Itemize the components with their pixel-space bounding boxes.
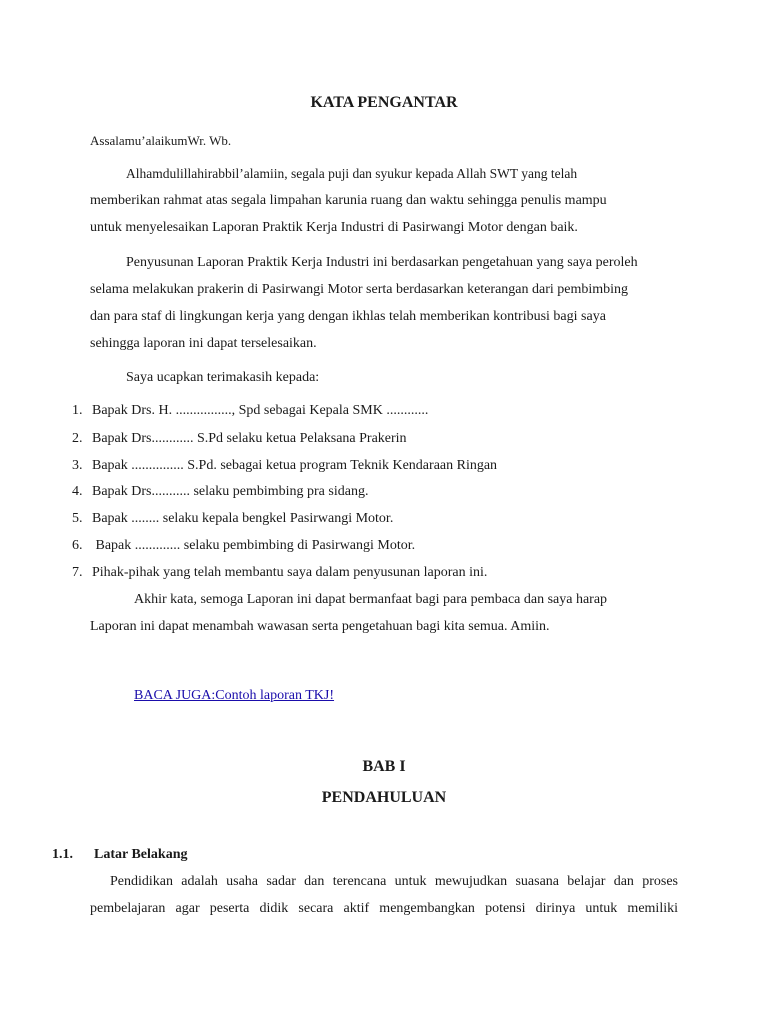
thanks-intro: Saya ucapkan terimakasih kepada: xyxy=(126,370,320,385)
para1-line2: memberikan rahmat atas segala limpahan karunia ruang dan waktu sehingga penulis mampu xyxy=(90,193,607,208)
list-item xyxy=(72,403,429,419)
list-text: Bapak ........ selaku kepala bengkel Pasirwangi Motor. xyxy=(92,511,394,526)
section-number: 1.1. xyxy=(52,847,73,862)
closing-line2: Laporan ini dapat menambah wawasan serta pengetahuan bagi kita semua. Amiin. xyxy=(90,619,550,634)
list-item xyxy=(72,565,488,581)
list-item xyxy=(72,431,407,447)
list-item xyxy=(72,484,369,500)
list-number: 3. xyxy=(72,458,83,473)
greeting: Assalamu’alaikumWr. Wb. xyxy=(90,133,232,148)
list-number: 6. xyxy=(72,538,83,553)
para2-line1: Penyusunan Laporan Praktik Kerja Industri ini berdasarkan pengetahuan yang saya peroleh xyxy=(126,255,638,270)
closing-line1: Akhir kata, semoga Laporan ini dapat bermanfaat bagi para pembaca dan saya harap xyxy=(134,592,608,607)
list-number: 4. xyxy=(72,484,83,499)
para1-line1: Alhamdulillahirabbil’alamiin, segala puji dan syukur kepada Allah SWT yang telah xyxy=(126,166,578,181)
body-line1 xyxy=(110,874,678,890)
list-number: 5. xyxy=(72,511,83,526)
list-text: Bapak Drs........... selaku pembimbing pra sidang. xyxy=(92,484,369,499)
list-text: Pihak-pihak yang telah membantu saya dalam penyusunan laporan ini. xyxy=(92,565,488,580)
body-line1-text: Pendidikan adalah usaha sadar dan terencana untuk mewujudkan suasana belajar dan proses xyxy=(110,874,678,889)
para2-line3: dan para staf di lingkungan kerja yang dengan ikhlas telah memberikan kontribusi bagi saya xyxy=(90,309,606,324)
para2-line4: sehingga laporan ini dapat terselesaikan. xyxy=(90,336,317,351)
list-number: 7. xyxy=(72,565,83,580)
section-title: Latar Belakang xyxy=(94,847,188,862)
body-line2 xyxy=(90,901,678,917)
body-line2-text: pembelajaran agar peserta didik secara aktif mengembangkan potensi dirinya untuk memiliki xyxy=(90,901,678,916)
list-text: Bapak ............. selaku pembimbing di Pasirwangi Motor. xyxy=(92,538,416,553)
list-item xyxy=(72,511,394,527)
list-item xyxy=(72,458,498,474)
baca-juga-link[interactable]: BACA JUGA:Contoh laporan TKJ! xyxy=(134,688,335,703)
list-text: Bapak ............... S.Pd. sebagai ketua program Teknik Kendaraan Ringan xyxy=(92,458,498,473)
list-text: Bapak Drs. H. ................, Spd sebagai Kepala SMK ............ xyxy=(92,403,429,418)
para1-line3: untuk menyelesaikan Laporan Praktik Kerja Industri di Pasirwangi Motor dengan baik. xyxy=(90,220,578,235)
list-number: 1. xyxy=(72,403,83,418)
list-item xyxy=(72,538,416,554)
chapter-number: BAB I xyxy=(362,758,406,775)
list-text: Bapak Drs............ S.Pd selaku ketua Pelaksana Prakerin xyxy=(92,431,407,446)
page-title: KATA PENGANTAR xyxy=(310,94,458,111)
chapter-title: PENDAHULUAN xyxy=(321,789,447,806)
list-number: 2. xyxy=(72,431,83,446)
para2-line2: selama melakukan prakerin di Pasirwangi Motor serta berdasarkan keterangan dari pembimbing xyxy=(90,282,629,297)
